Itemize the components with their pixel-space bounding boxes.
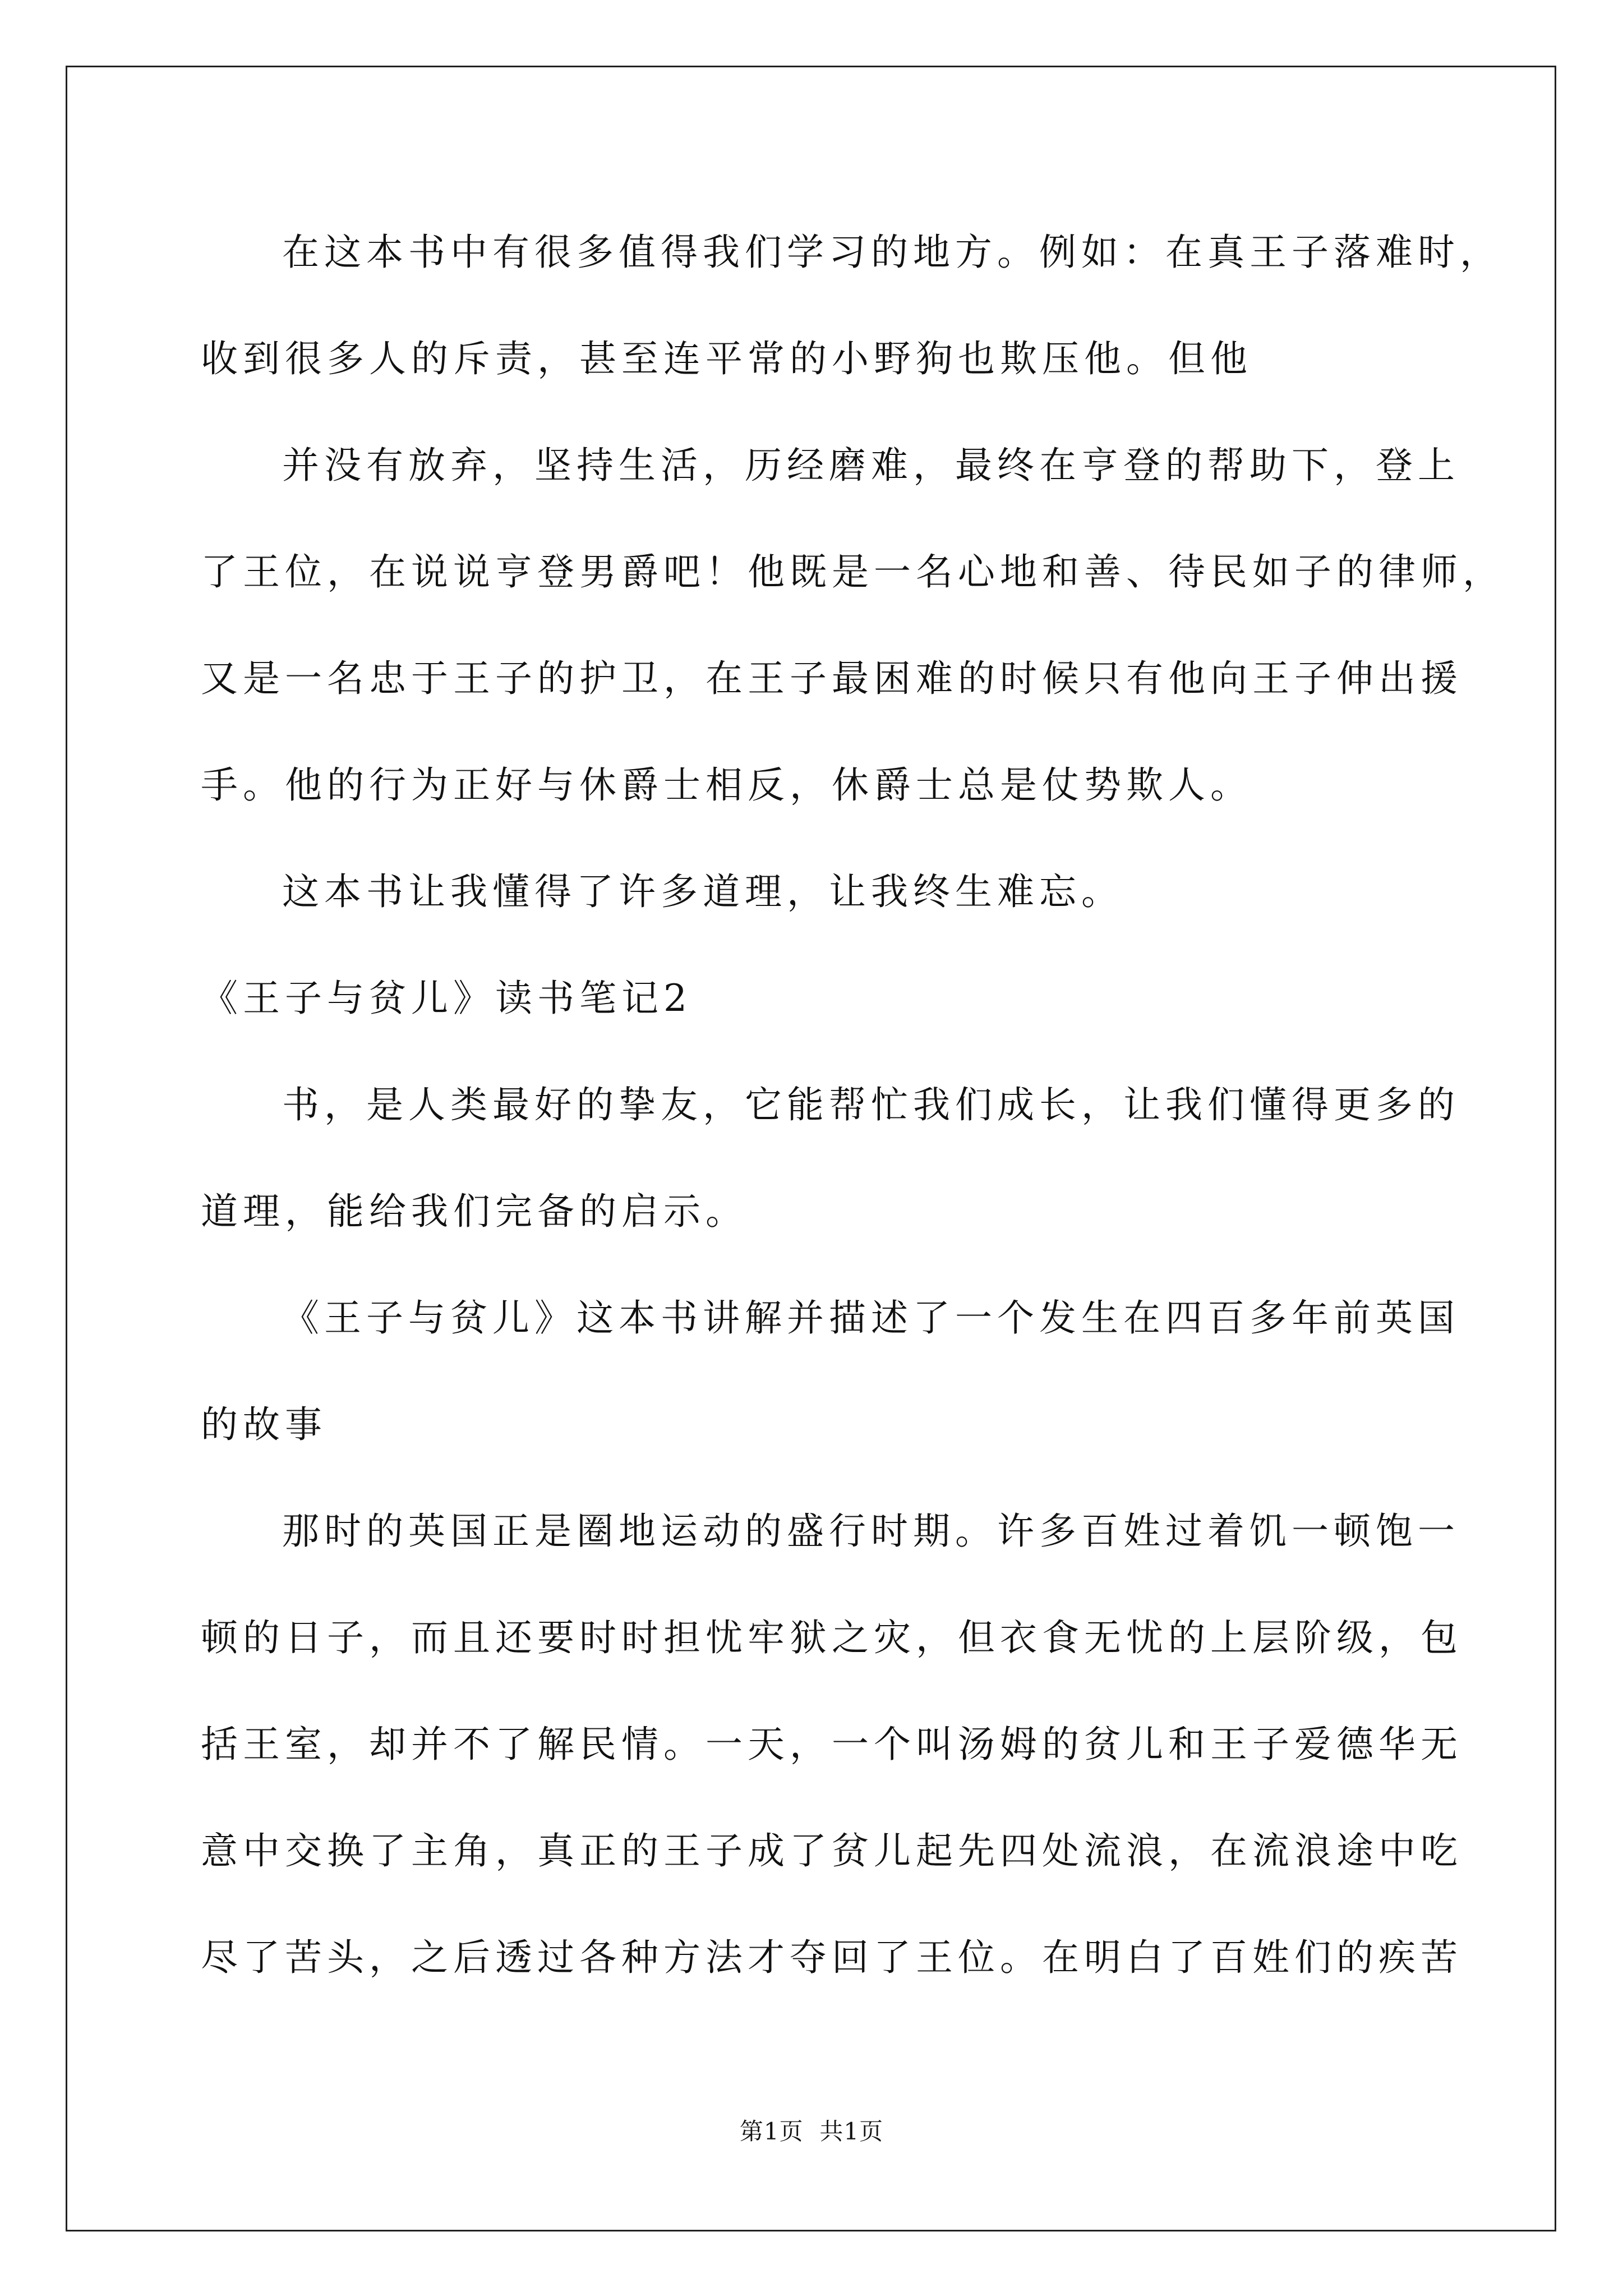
text-line: 了王位，在说说亨登男爵吧！他既是一名心地和善、待民如子的律师， <box>201 550 1505 593</box>
text-line: 的故事 <box>201 1403 327 1446</box>
text-line: 顿的日子，而且还要时时担忧牢狱之灾，但衣食无忧的上层阶级，包 <box>201 1616 1463 1659</box>
text-line: 收到很多人的斥责，甚至连平常的小野狗也欺压他。但他 <box>201 337 1252 380</box>
text-line: 在这本书中有很多值得我们学习的地方。例如：在真王子落难时， <box>282 231 1502 274</box>
text-line: 又是一名忠于王子的护卫，在王子最困难的时候只有他向王子伸出援 <box>201 657 1463 700</box>
page-footer: 第1页 共1页 <box>739 2118 884 2145</box>
text-line: 《王子与贫儿》这本书讲解并描述了一个发生在四百多年前英国 <box>282 1296 1460 1340</box>
text-line: 尽了苦头，之后透过各种方法才夺回了王位。在明白了百姓们的疾苦 <box>201 1936 1463 1979</box>
text-line: 意中交换了主角，真正的王子成了贫儿起先四处流浪，在流浪途中吃 <box>201 1829 1463 1872</box>
page-border <box>66 66 1556 2231</box>
text-line: 手。他的行为正好与休爵士相反，休爵士总是仗势欺人。 <box>201 763 1252 807</box>
text-line: 这本书让我懂得了许多道理，让我终生难忘。 <box>282 870 1123 913</box>
text-line: 道理，能给我们完备的启示。 <box>201 1190 748 1233</box>
text-line: 那时的英国正是圈地运动的盛行时期。许多百姓过着饥一顿饱一 <box>282 1510 1460 1553</box>
text-line: 括王室，却并不了解民情。一天，一个叫汤姆的贫儿和王子爱德华无 <box>201 1723 1463 1766</box>
section-heading: 《王子与贫儿》读书笔记2 <box>201 977 692 1020</box>
text-line: 并没有放弃，坚持生活，历经磨难，最终在亨登的帮助下，登上 <box>282 444 1460 487</box>
text-line: 书，是人类最好的挚友，它能帮忙我们成长，让我们懂得更多的 <box>282 1083 1460 1126</box>
